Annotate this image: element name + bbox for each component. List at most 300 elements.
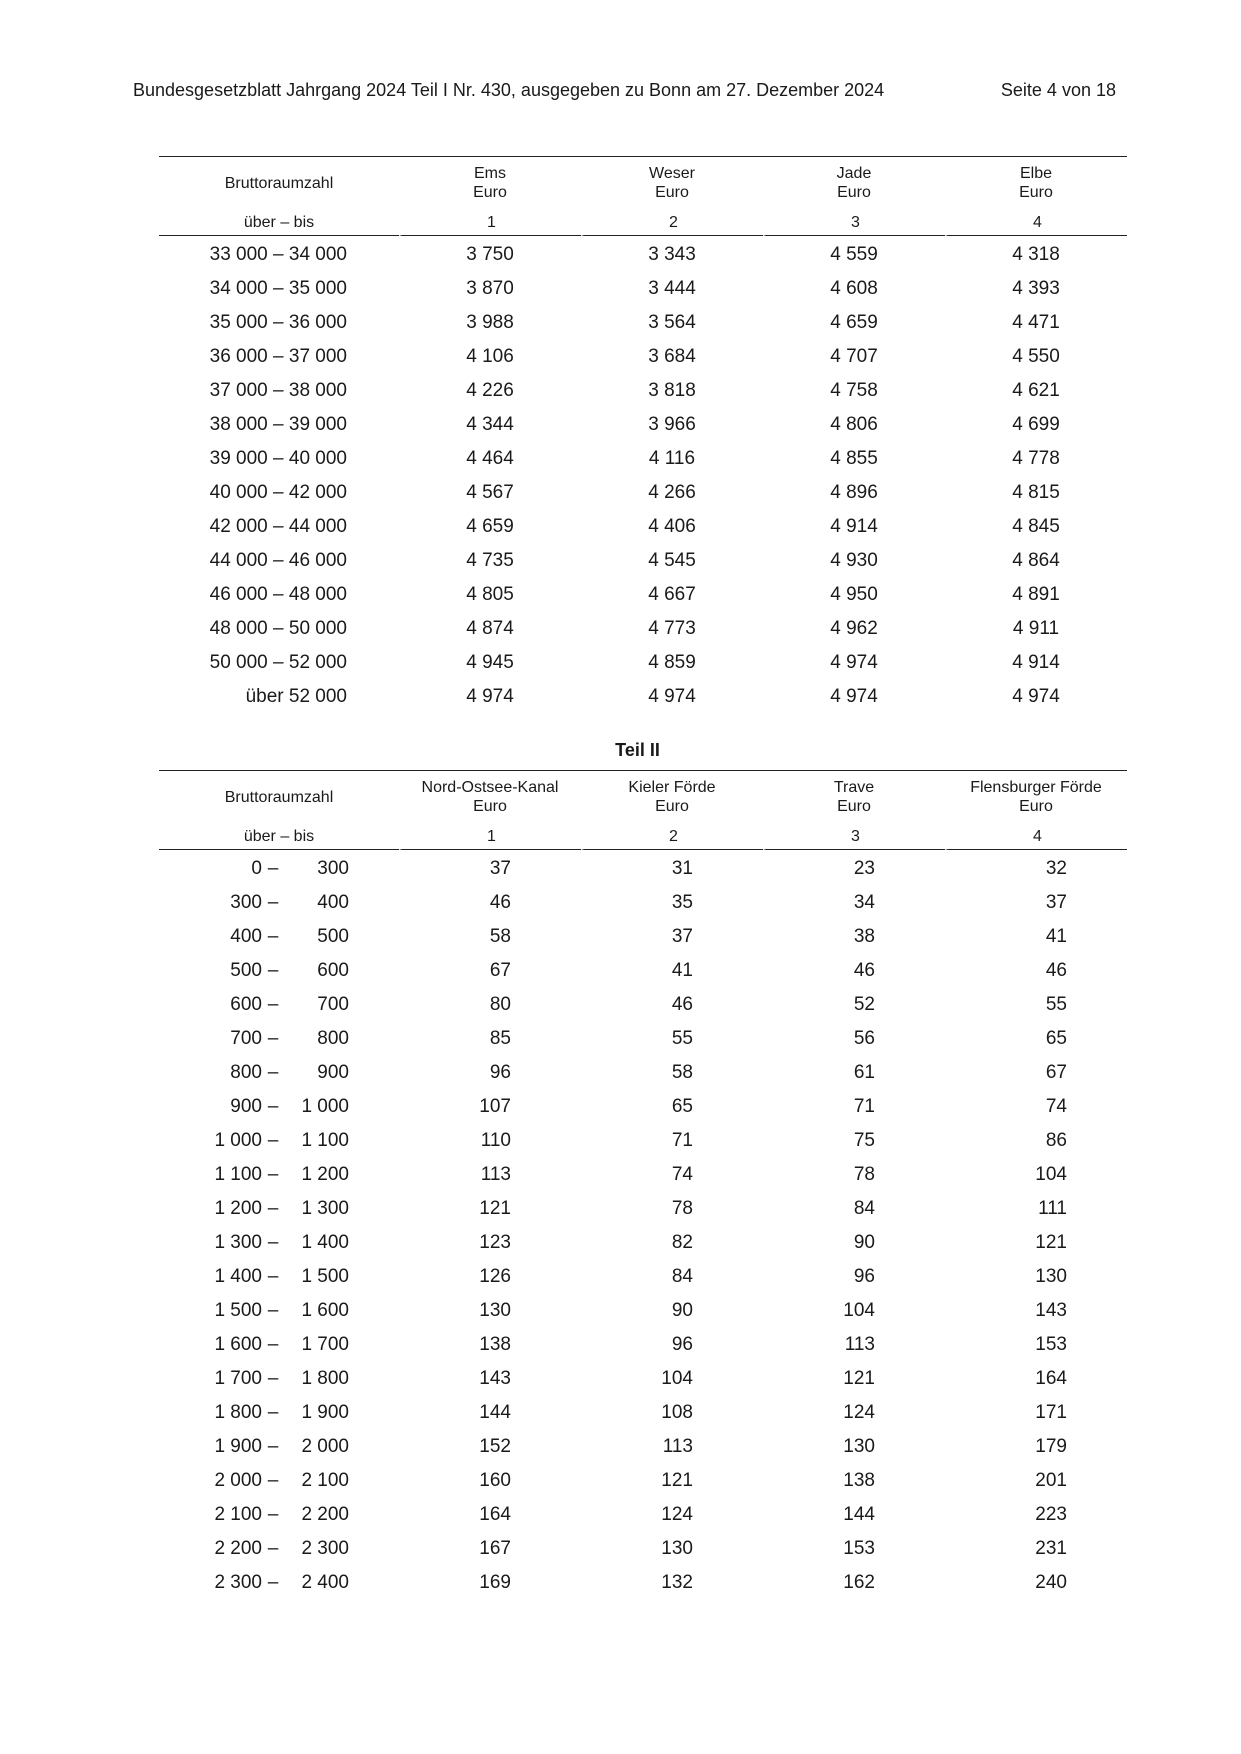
range-to: 2 200 [301, 1504, 349, 1525]
fee-cell: 153 [1035, 1334, 1067, 1355]
range-cell [159, 1430, 399, 1464]
fee-cell: 3 750 [466, 244, 514, 265]
fee-cell: 126 [479, 1266, 511, 1287]
table-row [159, 306, 1127, 340]
table-row [159, 850, 1127, 886]
table-row [159, 886, 1127, 920]
fee-cell: 143 [479, 1368, 511, 1389]
range-cell: 40 000 – 42 000 [209, 482, 347, 503]
range-from: 1 800 [214, 1402, 262, 1423]
fee-cell: 4 950 [830, 584, 878, 605]
range-dash: – [267, 960, 279, 981]
fee-cell: 121 [1035, 1232, 1067, 1253]
fee-cell: 4 778 [1012, 448, 1060, 469]
range-from: 1 000 [214, 1130, 262, 1151]
range-from: 1 300 [214, 1232, 262, 1253]
range-cell [159, 1124, 399, 1158]
range-dash: – [267, 892, 279, 913]
fee-cell: 130 [661, 1538, 693, 1559]
range-to: 1 700 [301, 1334, 349, 1355]
table-row [159, 1362, 1127, 1396]
range-cell: 35 000 – 36 000 [209, 312, 347, 333]
fee-cell: 31 [671, 858, 693, 879]
range-to: 300 [317, 858, 349, 879]
fee-cell: 171 [1035, 1402, 1067, 1423]
range-cell [159, 1056, 399, 1090]
fee-cell: 96 [489, 1062, 511, 1083]
fee-cell: 41 [671, 960, 693, 981]
range-to: 2 300 [301, 1538, 349, 1559]
column-number: 2 [581, 823, 763, 850]
range-cell: 36 000 – 37 000 [209, 346, 347, 367]
fee-cell: 110 [480, 1130, 511, 1151]
range-cell: 33 000 – 34 000 [209, 244, 347, 265]
range-dash: – [267, 1572, 279, 1593]
fee-cell: 152 [479, 1436, 511, 1457]
fee-cell: 4 806 [830, 414, 878, 435]
fee-cell: 4 874 [466, 618, 514, 639]
range-cell [159, 1328, 399, 1362]
fee-cell: 71 [671, 1130, 693, 1151]
table-row [159, 1226, 1127, 1260]
fee-cell: 65 [671, 1096, 693, 1117]
fee-cell: 138 [479, 1334, 511, 1355]
range-cell [159, 920, 399, 954]
column-header-kieler-foerde: Kieler Förde Euro [581, 770, 763, 823]
range-dash: – [267, 1368, 279, 1389]
column-number: 1 [399, 209, 581, 236]
range-dash: – [267, 1062, 279, 1083]
fee-cell: 240 [1035, 1572, 1067, 1593]
fee-cell: 4 318 [1012, 244, 1060, 265]
column-number: 4 [945, 823, 1127, 850]
range-dash: – [267, 1266, 279, 1287]
fee-cell: 74 [1045, 1096, 1067, 1117]
table-row [159, 340, 1127, 374]
table-row [159, 442, 1127, 476]
fee-cell: 4 758 [830, 380, 878, 401]
range-from: 900 [230, 1096, 262, 1117]
range-to: 1 000 [301, 1096, 349, 1117]
page-header [133, 80, 1116, 104]
fee-cell: 4 891 [1012, 584, 1060, 605]
fee-cell: 231 [1035, 1538, 1067, 1559]
fee-cell: 4 464 [466, 448, 514, 469]
fee-cell: 4 974 [466, 686, 514, 707]
fee-cell: 223 [1035, 1504, 1067, 1525]
range-cell [159, 1192, 399, 1226]
fee-cell: 85 [489, 1028, 511, 1049]
range-to: 1 800 [301, 1368, 349, 1389]
range-dash: – [267, 1504, 279, 1525]
fee-table-part1 [159, 156, 1127, 714]
range-from: 1 900 [214, 1436, 262, 1457]
range-cell [159, 1022, 399, 1056]
column-header-flensburger-foerde: Flensburger Förde Euro [945, 770, 1127, 823]
fee-cell: 46 [1045, 960, 1067, 981]
fee-cell: 4 945 [466, 652, 514, 673]
range-from: 700 [230, 1028, 262, 1049]
column-header-bruttoraumzahl: Bruttoraumzahl [159, 770, 399, 823]
range-cell [159, 886, 399, 920]
range-cell: 48 000 – 50 000 [209, 618, 347, 639]
fee-cell: 58 [489, 926, 511, 947]
range-to: 1 200 [301, 1164, 349, 1185]
fee-cell: 56 [853, 1028, 875, 1049]
fee-cell: 121 [661, 1470, 693, 1491]
range-dash: – [267, 1164, 279, 1185]
fee-cell: 124 [843, 1402, 875, 1423]
fee-cell: 4 707 [830, 346, 878, 367]
table-row [159, 1124, 1127, 1158]
range-dash: – [267, 858, 279, 879]
fee-cell: 143 [1035, 1300, 1067, 1321]
fee-cell: 46 [671, 994, 693, 1015]
range-to: 2 100 [301, 1470, 349, 1491]
column-number: 3 [763, 823, 945, 850]
fee-cell: 104 [1035, 1164, 1067, 1185]
column-header-bruttoraumzahl: Bruttoraumzahl [159, 156, 399, 209]
range-to: 2 000 [301, 1436, 349, 1457]
fee-cell: 4 974 [1012, 686, 1060, 707]
fee-cell: 121 [843, 1368, 875, 1389]
range-cell: 34 000 – 35 000 [209, 278, 347, 299]
range-cell [159, 1260, 399, 1294]
range-dash: – [267, 1198, 279, 1219]
fee-cell: 160 [479, 1470, 511, 1491]
publication-line: Bundesgesetzblatt Jahrgang 2024 Teil I Nr. 430, ausgegeben zu Bonn am 27. Dezember 2024 [133, 80, 885, 100]
fee-cell: 34 [853, 892, 875, 913]
fee-cell: 46 [853, 960, 875, 981]
table-row [159, 1498, 1127, 1532]
fee-cell: 138 [843, 1470, 875, 1491]
fee-cell: 67 [1045, 1062, 1067, 1083]
fee-cell: 4 914 [830, 516, 878, 537]
fee-cell: 124 [661, 1504, 693, 1525]
fee-cell: 130 [843, 1436, 875, 1457]
fee-cell: 169 [479, 1572, 511, 1593]
table-row [159, 272, 1127, 306]
table-row [159, 476, 1127, 510]
range-cell [159, 1226, 399, 1260]
range-cell [159, 1090, 399, 1124]
fee-cell: 84 [853, 1198, 875, 1219]
fee-cell: 153 [843, 1538, 875, 1559]
table-row [159, 1430, 1127, 1464]
column-number: 3 [763, 209, 945, 236]
fee-cell: 37 [671, 926, 693, 947]
fee-cell: 4 845 [1012, 516, 1060, 537]
column-number: 4 [945, 209, 1127, 236]
fee-cell: 123 [479, 1232, 511, 1253]
table-header-row [159, 770, 1127, 823]
table-row [159, 1328, 1127, 1362]
range-cell [159, 1294, 399, 1328]
column-number: 2 [581, 209, 763, 236]
table-row [159, 1396, 1127, 1430]
fee-cell: 113 [480, 1164, 511, 1185]
fee-cell: 132 [661, 1572, 693, 1593]
range-from: 500 [230, 960, 262, 981]
fee-cell: 74 [671, 1164, 693, 1185]
range-dash: – [267, 994, 279, 1015]
fee-cell: 107 [479, 1096, 511, 1117]
range-cell [159, 1464, 399, 1498]
fee-cell: 130 [1035, 1266, 1067, 1287]
fee-cell: 23 [853, 858, 875, 879]
fee-cell: 3 684 [648, 346, 696, 367]
fee-cell: 113 [662, 1436, 693, 1457]
fee-cell: 111 [1038, 1198, 1067, 1219]
table-row [159, 1566, 1127, 1600]
range-from: 800 [230, 1062, 262, 1083]
fee-cell: 179 [1035, 1436, 1067, 1457]
column-number: 1 [399, 823, 581, 850]
fee-cell: 4 864 [1012, 550, 1060, 571]
table-row [159, 646, 1127, 680]
fee-cell: 61 [853, 1062, 875, 1083]
table-row [159, 1260, 1127, 1294]
fee-cell: 4 393 [1012, 278, 1060, 299]
fee-cell: 55 [1045, 994, 1067, 1015]
fee-cell: 4 974 [830, 686, 878, 707]
range-from: 2 200 [214, 1538, 262, 1559]
fee-cell: 162 [843, 1572, 875, 1593]
fee-cell: 90 [671, 1300, 693, 1321]
table-subheader-row [159, 209, 1127, 236]
range-from: 400 [230, 926, 262, 947]
fee-cell: 201 [1035, 1470, 1067, 1491]
fee-cell: 167 [479, 1538, 511, 1559]
fee-cell: 4 962 [830, 618, 878, 639]
fee-cell: 67 [489, 960, 511, 981]
column-header-elbe: Elbe Euro [945, 156, 1127, 209]
fee-cell: 4 930 [830, 550, 878, 571]
range-to: 500 [317, 926, 349, 947]
fee-cell: 3 444 [648, 278, 696, 299]
fee-cell: 4 266 [648, 482, 696, 503]
table-row [159, 920, 1127, 954]
table-row [159, 988, 1127, 1022]
fee-cell: 4 608 [830, 278, 878, 299]
table-row [159, 1464, 1127, 1498]
fee-cell: 38 [853, 926, 875, 947]
fee-cell: 35 [671, 892, 693, 913]
table-row [159, 1022, 1127, 1056]
fee-cell: 4 911 [1012, 618, 1060, 639]
fee-cell: 58 [671, 1062, 693, 1083]
table-row [159, 510, 1127, 544]
fee-cell: 90 [853, 1232, 875, 1253]
range-from: 300 [230, 892, 262, 913]
range-dash: – [267, 1300, 279, 1321]
range-dash: – [267, 1470, 279, 1491]
range-cell: 37 000 – 38 000 [209, 380, 347, 401]
fee-cell: 144 [479, 1402, 511, 1423]
fee-cell: 82 [671, 1232, 693, 1253]
page-number: Seite 4 von 18 [1000, 80, 1116, 100]
column-subheader: über – bis [159, 823, 399, 850]
fee-cell: 84 [671, 1266, 693, 1287]
column-header-nord-ostsee-kanal: Nord-Ostsee-Kanal Euro [399, 770, 581, 823]
fee-cell: 80 [489, 994, 511, 1015]
fee-cell: 4 559 [830, 244, 878, 265]
fee-cell: 86 [1045, 1130, 1067, 1151]
fee-cell: 4 699 [1012, 414, 1060, 435]
range-to: 900 [317, 1062, 349, 1083]
section-title-teil-ii: Teil II [615, 740, 660, 760]
range-to: 600 [317, 960, 349, 981]
range-dash: – [267, 1096, 279, 1117]
range-to: 800 [317, 1028, 349, 1049]
fee-cell: 4 667 [648, 584, 696, 605]
table-row [159, 1192, 1127, 1226]
range-cell: 38 000 – 39 000 [209, 414, 347, 435]
table1-body [159, 236, 1127, 714]
range-cell [159, 1498, 399, 1532]
fee-cell: 4 344 [466, 414, 514, 435]
range-to: 1 600 [301, 1300, 349, 1321]
fee-cell: 4 545 [648, 550, 696, 571]
fee-cell: 4 974 [830, 652, 878, 673]
fee-cell: 37 [1045, 892, 1067, 913]
range-to: 1 400 [301, 1232, 349, 1253]
table-row [159, 578, 1127, 612]
fee-cell: 3 564 [648, 312, 696, 333]
fee-cell: 32 [1045, 858, 1067, 879]
range-cell [159, 1362, 399, 1396]
range-from: 2 100 [214, 1504, 262, 1525]
range-cell [159, 850, 399, 886]
range-to: 1 900 [301, 1402, 349, 1423]
fee-table-part2 [159, 770, 1127, 1600]
table-header-row [159, 156, 1127, 209]
range-cell [159, 1532, 399, 1566]
range-cell: 46 000 – 48 000 [209, 584, 347, 605]
range-from: 0 [251, 858, 262, 879]
table-row [159, 544, 1127, 578]
table-row [159, 1294, 1127, 1328]
range-cell [159, 954, 399, 988]
fee-cell: 4 567 [466, 482, 514, 503]
fee-cell: 78 [671, 1198, 693, 1219]
fee-cell: 65 [1045, 1028, 1067, 1049]
column-header-weser: Weser Euro [581, 156, 763, 209]
range-from: 1 700 [214, 1368, 262, 1389]
fee-cell: 4 226 [466, 380, 514, 401]
fee-cell: 4 805 [466, 584, 514, 605]
fee-cell: 46 [489, 892, 511, 913]
range-dash: – [267, 1402, 279, 1423]
column-subheader: über – bis [159, 209, 399, 236]
column-header-jade: Jade Euro [763, 156, 945, 209]
fee-cell: 4 815 [1012, 482, 1060, 503]
table-row [159, 1090, 1127, 1124]
fee-cell: 4 859 [648, 652, 696, 673]
range-dash: – [267, 926, 279, 947]
column-header-ems: Ems Euro [399, 156, 581, 209]
fee-cell: 4 106 [466, 346, 514, 367]
table-subheader-row [159, 823, 1127, 850]
range-to: 1 100 [301, 1130, 349, 1151]
column-header-trave: Trave Euro [763, 770, 945, 823]
fee-cell: 96 [671, 1334, 693, 1355]
range-to: 700 [317, 994, 349, 1015]
range-dash: – [267, 1436, 279, 1457]
range-cell: 42 000 – 44 000 [209, 516, 347, 537]
fee-cell: 113 [844, 1334, 875, 1355]
fee-cell: 144 [843, 1504, 875, 1525]
range-from: 600 [230, 994, 262, 1015]
fee-cell: 3 818 [648, 380, 696, 401]
fee-cell: 52 [853, 994, 875, 1015]
fee-cell: 4 659 [466, 516, 514, 537]
fee-cell: 104 [661, 1368, 693, 1389]
range-to: 1 500 [301, 1266, 349, 1287]
fee-cell: 4 471 [1012, 312, 1060, 333]
table-row [159, 1056, 1127, 1090]
range-cell [159, 1158, 399, 1192]
table2-body [159, 850, 1127, 1600]
fee-cell: 4 896 [830, 482, 878, 503]
fee-cell: 71 [853, 1096, 875, 1117]
fee-cell: 121 [479, 1198, 511, 1219]
table-row [159, 1158, 1127, 1192]
fee-cell: 41 [1045, 926, 1067, 947]
table-row [159, 408, 1127, 442]
range-dash: – [267, 1130, 279, 1151]
table-row [159, 236, 1127, 272]
range-dash: – [267, 1538, 279, 1559]
fee-cell: 108 [661, 1402, 693, 1423]
table-row [159, 1532, 1127, 1566]
range-to: 400 [317, 892, 349, 913]
range-from: 1 400 [214, 1266, 262, 1287]
fee-cell: 96 [853, 1266, 875, 1287]
table-row [159, 954, 1127, 988]
range-to: 2 400 [301, 1572, 349, 1593]
fee-cell: 104 [843, 1300, 875, 1321]
fee-cell: 164 [1035, 1368, 1067, 1389]
range-from: 1 600 [214, 1334, 262, 1355]
range-cell: über 52 000 [245, 686, 347, 707]
fee-cell: 75 [853, 1130, 875, 1151]
fee-cell: 130 [479, 1300, 511, 1321]
fee-cell: 4 773 [648, 618, 696, 639]
range-cell: 44 000 – 46 000 [209, 550, 347, 571]
range-cell: 50 000 – 52 000 [209, 652, 347, 673]
fee-cell: 4 974 [648, 686, 696, 707]
fee-cell: 4 406 [648, 516, 696, 537]
fee-cell: 55 [671, 1028, 693, 1049]
range-from: 1 200 [214, 1198, 262, 1219]
table-row [159, 374, 1127, 408]
range-from: 2 300 [214, 1572, 262, 1593]
fee-cell: 164 [479, 1504, 511, 1525]
fee-cell: 3 966 [648, 414, 696, 435]
range-cell [159, 1396, 399, 1430]
range-to: 1 300 [301, 1198, 349, 1219]
fee-cell: 4 735 [466, 550, 514, 571]
fee-cell: 37 [489, 858, 511, 879]
range-from: 2 000 [214, 1470, 262, 1491]
range-dash: – [267, 1028, 279, 1049]
fee-cell: 3 988 [466, 312, 514, 333]
range-dash: – [267, 1334, 279, 1355]
fee-cell: 78 [853, 1164, 875, 1185]
fee-cell: 4 621 [1012, 380, 1060, 401]
table-row [159, 680, 1127, 714]
